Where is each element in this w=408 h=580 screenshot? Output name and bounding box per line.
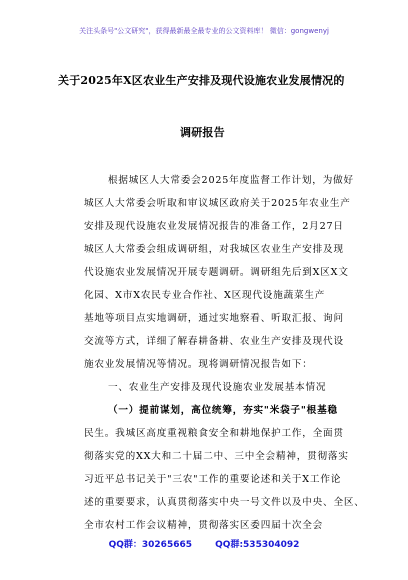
body-line-15: 述的重要要求，认真贯彻落实中央一号文件以及中央、全区、 (84, 497, 365, 508)
footer-qq-group-2: QQ群:535304092 (215, 540, 300, 550)
body-line-5: 代设施农业发展情况开展专题调研。调研组先后到X区X文 (84, 267, 349, 278)
body-line-8: 交流等方式，详细了解春耕备耕、农业生产安排及现代设 (84, 336, 344, 347)
footer-qq-group-1: QQ群：30265665 (108, 540, 192, 550)
body-line-12: 民生。我城区高度重视粮食安全和耕地保护工作，全面贯 (84, 428, 344, 439)
body-line-3: 安排及现代设施农业发展情况报告的准备工作，2月27日 (84, 221, 344, 232)
body-line-6: 化园、X市X农民专业合作社、X区现代设施蔬菜生产 (84, 290, 326, 301)
body-line-16: 全市农村工作会议精神，贯彻落实区委四届十次全会 (84, 520, 324, 531)
body-line-13: 彻落实党的XX大和二十届二中、三中全会精神，贯彻落实 (84, 451, 349, 462)
body-line-9: 施农业发展情况等情况。现将调研情况报告如下： (84, 359, 313, 370)
body-line-7: 基地等项目点实地调研，通过实地察看、听取汇报、询问 (84, 313, 344, 324)
top-banner-text: 关注头条号"公文研究"，获得最新最全最专业的公文资料库！ 微信：gongwenyj (79, 27, 329, 35)
body-line-2: 城区人大常委会听取和审议城区政府关于2025年农业生产 (84, 198, 351, 209)
document-title-line-2: 调研报告 (180, 126, 225, 139)
document-title-line-1: 关于2025年X区农业生产安排及现代设施农业发展情况的 (58, 74, 345, 87)
body-line-1: 根据城区人大常委会2025年度监督工作计划，为做好 (108, 175, 354, 186)
subsection-heading-1: （一）提前谋划，高位统筹，夯实"米袋子"根基稳 (108, 405, 338, 416)
section-heading-1: 一、农业生产安排及现代设施农业发展基本情况 (108, 382, 327, 393)
footer-contact (0, 537, 408, 550)
body-line-14: 习近平总书记关于"三农"工作的重要论述和关于X工作论 (84, 474, 342, 485)
body-line-4: 城区人大常委会组成调研组，对我城区农业生产安排及现 (84, 244, 344, 255)
